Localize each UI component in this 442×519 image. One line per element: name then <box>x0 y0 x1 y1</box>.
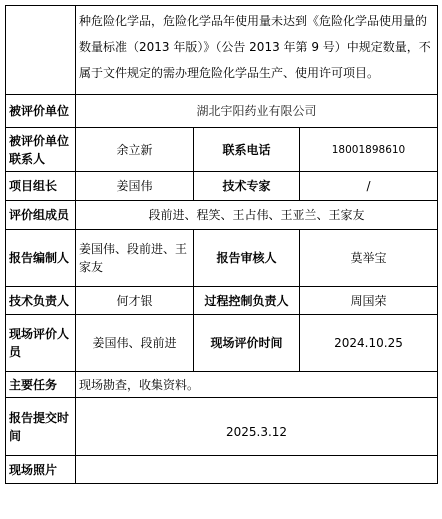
submit-row <box>6 398 438 456</box>
members-label: 评价组成员 <box>6 201 76 230</box>
author-value: 姜国伟、段前进、王家友 <box>76 230 194 287</box>
tech-label: 技术负责人 <box>6 287 76 315</box>
task-label: 主要任务 <box>6 372 76 398</box>
onsite-time-label: 现场评价时间 <box>194 315 300 372</box>
reviewer-value: 莫举宝 <box>300 230 438 287</box>
intro-text: 种危险化学品，危险化学品年使用量未达到《危险化学品使用量的数量标准（2013 年版）》（公告 2013 年第 9 号）中规定数量，不属于文件规定的需办理危险化学品生产、使用许可项目。 <box>76 6 438 95</box>
author-row <box>6 230 438 287</box>
contact-value: 余立新 <box>76 128 194 172</box>
photo-label: 现场照片 <box>6 456 76 484</box>
members-row <box>6 201 438 230</box>
intro-left-blank <box>6 6 76 95</box>
members-value: 段前进、程笑、王占伟、王亚兰、王家友 <box>76 201 438 230</box>
onsite-time-value: 2024.10.25 <box>300 315 438 372</box>
phone-value: 18001898610 <box>300 128 438 172</box>
submit-label: 报告提交时间 <box>6 398 76 456</box>
photo-area <box>76 456 438 484</box>
phone-label: 联系电话 <box>194 128 300 172</box>
process-label: 过程控制负责人 <box>194 287 300 315</box>
process-value: 周国荣 <box>300 287 438 315</box>
task-value: 现场勘查，收集资料。 <box>76 372 438 398</box>
submit-value: 2025.3.12 <box>76 398 438 456</box>
expert-value: / <box>300 172 438 201</box>
contact-row <box>6 128 438 172</box>
author-label: 报告编制人 <box>6 230 76 287</box>
tech-row <box>6 287 438 315</box>
expert-label: 技术专家 <box>194 172 300 201</box>
onsite-row <box>6 315 438 372</box>
task-row <box>6 372 438 398</box>
onsite-people-label: 现场评价人员 <box>6 315 76 372</box>
tech-value: 何才银 <box>76 287 194 315</box>
onsite-people-value: 姜国伟、段前进 <box>76 315 194 372</box>
evaluation-info-table <box>5 5 438 484</box>
unit-label: 被评价单位 <box>6 95 76 128</box>
unit-value: 湖北宇阳药业有限公司 <box>76 95 438 128</box>
reviewer-label: 报告审核人 <box>194 230 300 287</box>
leader-label: 项目组长 <box>6 172 76 201</box>
leader-row <box>6 172 438 201</box>
photo-row <box>6 456 438 484</box>
unit-row <box>6 95 438 128</box>
contact-label: 被评价单位联系人 <box>6 128 76 172</box>
intro-row <box>6 6 438 95</box>
leader-value: 姜国伟 <box>76 172 194 201</box>
